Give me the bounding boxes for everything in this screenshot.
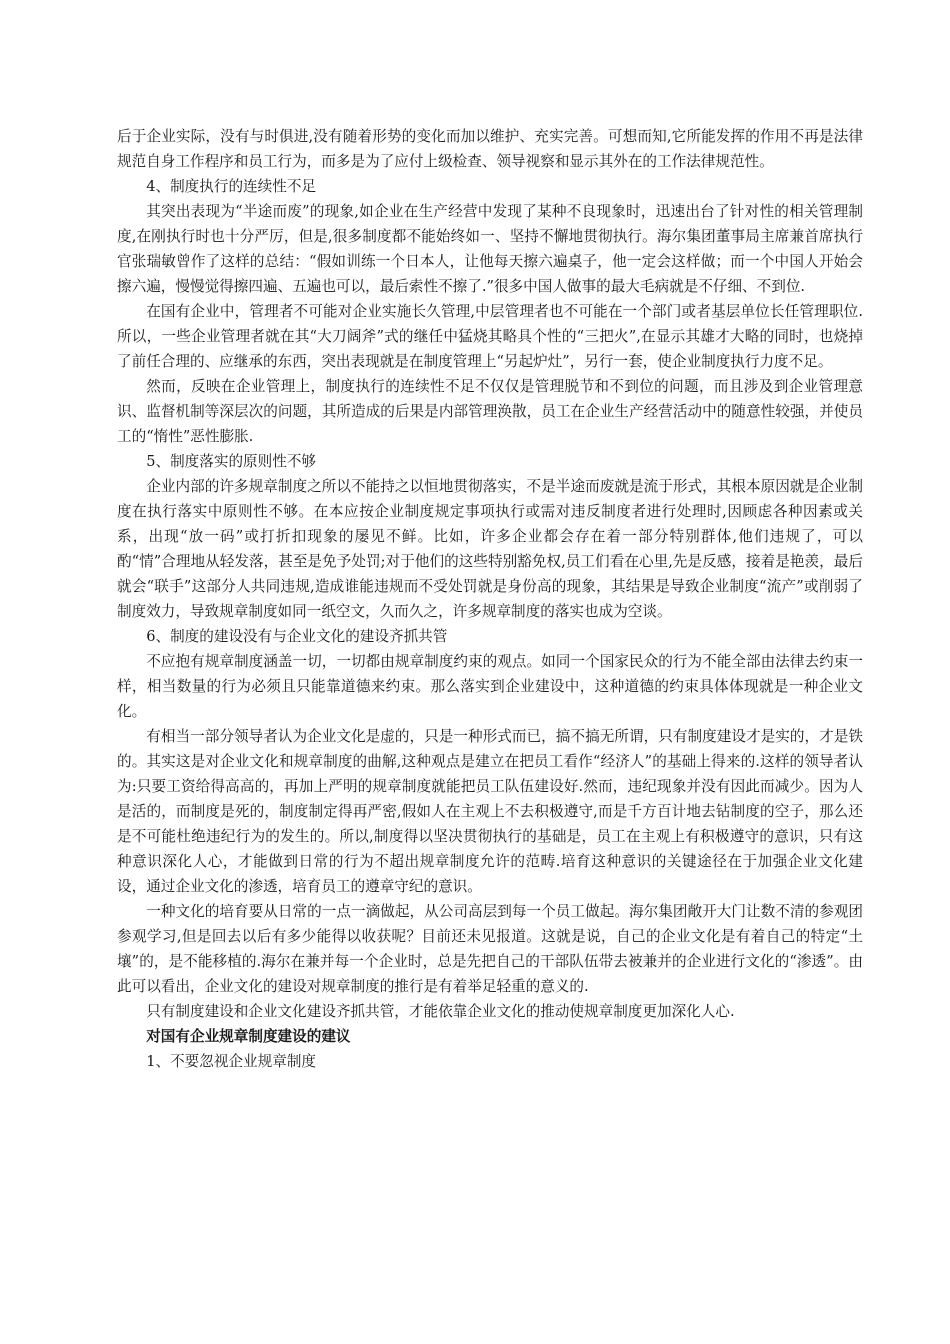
document-page bbox=[117, 124, 863, 1074]
list-item-1: 1、不要忽视企业规章制度 bbox=[146, 1053, 317, 1070]
subheading-6: 6、制度的建设没有与企业文化的建设齐抓共管 bbox=[146, 628, 448, 645]
paragraph: 在国有企业中，管理者不可能对企业实施长久管理,中层管理者也不可能在一个部门或者基层单位长任管理职位.所以，一些企业管理者就在其“大刀阔斧”式的继任中猛烧其略具个性的“三把火”,在显示其雄才大略的同时，也烧掉了前任合理的、应继承的东西，突出表现就是在制度管理上“另起炉灶”，另行一套，使企业制度执行力度不足。 bbox=[117, 303, 863, 370]
paragraph: 企业内部的许多规章制度之所以不能持之以恒地贯彻落实，不是半途而废就是流于形式，其根本原因就是企业制度在执行落实中原则性不够。在本应按企业制度规定事项执行或需对违反制度者进行处理时,因顾虑各种因素或关系，出现“放一码”或打折扣现象的屡见不鲜。比如，许多企业都会存在着一部分特别群体,他们违规了，可以酌“情”合理地从轻发落，甚至是免予处罚;对于他们的这些特别豁免权,员工们看在心里,先是反感，接着是艳羡，最后就会“联手”这部分人共同违规,造成谁能违规而不受处罚就是身份高的现象，其结果是导致企业制度“流产”或削弱了制度效力，导致规章制度如同一纸空文，久而久之，许多规章制度的落实也成为空谈。 bbox=[117, 478, 863, 620]
subheading-5: 5、制度落实的原则性不够 bbox=[146, 453, 317, 470]
paragraph-continuation: 后于企业实际，没有与时俱进,没有随着形势的变化而加以维护、充实完善。可想而知,它所能发挥的作用不再是法律规范自身工作程序和员工行为，而多是为了应付上级检查、领导视察和显示其外在的工作法律规范性。 bbox=[117, 128, 863, 170]
paragraph: 有相当一部分领导者认为企业文化是虚的，只是一种形式而已，搞不搞无所谓，只有制度建设才是实的，才是铁的。其实这是对企业文化和规章制度的曲解,这种观点是建立在把员工看作“经济人”的基础上得来的.这样的领导者认为:只要工资给得高高的，再加上严明的规章制度就能把员工队伍建设好.然而，违纪现象并没有因此而减少。因为人是活的，而制度是死的，制度制定得再严密,假如人在主观上不去积极遵守,而是千方百计地去钻制度的空子，那么还是不可能杜绝违纪行为的发生的。所以,制度得以坚决贯彻执行的基础是，员工在主观上有积极遵守的意识，只有这种意识深化人心，才能做到日常的行为不超出规章制度允许的范畴.培育这种意识的关键途径在于加强企业文化建设，通过企业文化的渗透，培育员工的遵章守纪的意识。 bbox=[117, 728, 863, 895]
section-heading: 对国有企业规章制度建设的建议 bbox=[146, 1028, 351, 1045]
paragraph: 然而，反映在企业管理上，制度执行的连续性不足不仅仅是管理脱节和不到位的问题，而且涉及到企业管理意识、监督机制等深层次的问题，其所造成的后果是内部管理涣散，员工在企业生产经营活动中的随意性较强，并使员工的“惰性”恶性膨胀. bbox=[117, 378, 863, 445]
paragraph: 一种文化的培育要从日常的一点一滴做起，从公司高层到每一个员工做起。海尔集团敞开大门让数不清的参观团参观学习,但是回去以后有多少能得以收获呢？目前还未见报道。这就是说，自己的企业文化是有着自己的特定“土壤”的，是不能移植的.海尔在兼并每一个企业时，总是先把自己的干部队伍带去被兼并的企业进行文化的“渗透”。由此可以看出，企业文化的建设对规章制度的推行是有着举足轻重的意义的. bbox=[117, 903, 863, 995]
paragraph: 不应抱有规章制度涵盖一切，一切都由规章制度约束的观点。如同一个国家民众的行为不能全部由法律去约束一样，相当数量的行为必须且只能靠道德来约束。那么落实到企业建设中，这种道德的约束具体体现就是一种企业文化。 bbox=[117, 653, 863, 720]
paragraph: 只有制度建设和企业文化建设齐抓共管，才能依靠企业文化的推动使规章制度更加深化人心. bbox=[146, 1003, 735, 1020]
subheading-4: 4、制度执行的连续性不足 bbox=[146, 178, 317, 195]
paragraph: 其突出表现为“半途而废”的现象,如企业在生产经营中发现了某种不良现象时，迅速出台了针对性的相关管理制度,在刚执行时也十分严厉，但是,很多制度都不能始终如一、坚持不懈地贯彻执行。海尔集团董事局主席兼首席执行官张瑞敏曾作了这样的总结：“假如训练一个日本人，让他每天擦六遍桌子，他一定会这样做；而一个中国人开始会擦六遍，慢慢觉得擦四遍、五遍也可以，最后索性不擦了.”很多中国人做事的最大毛病就是不仔细、不到位. bbox=[117, 203, 863, 295]
